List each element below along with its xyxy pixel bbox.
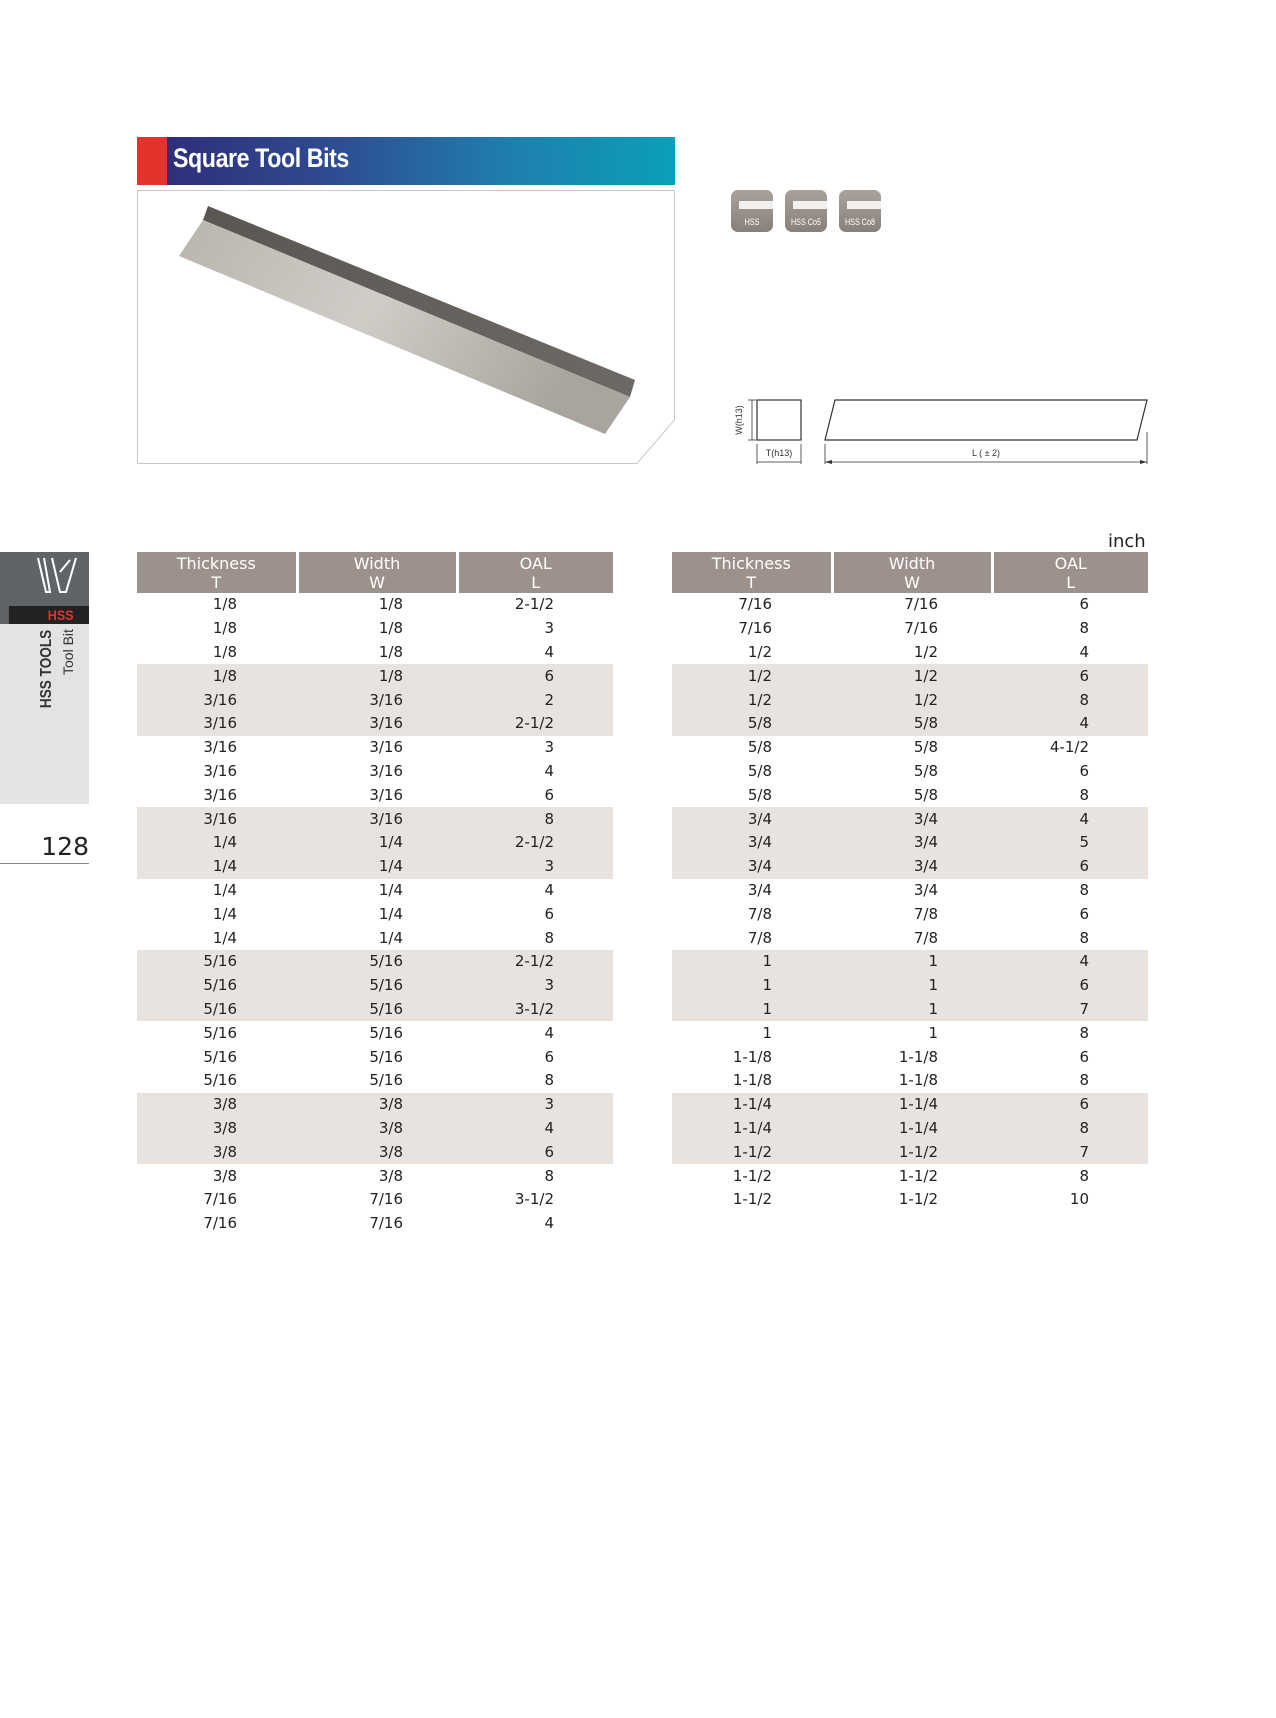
cell-oal: 3-1/2	[514, 1190, 554, 1209]
header-oal: OAL L	[457, 552, 613, 593]
table-row	[672, 1164, 1148, 1188]
cell-width: 1-1/8	[898, 1047, 938, 1066]
cell-thickness: 1	[672, 998, 832, 1022]
cell-width: 3/8	[297, 1093, 457, 1117]
cell-oal: 8	[1079, 1166, 1089, 1185]
badge-hss-co8	[839, 190, 881, 232]
cell-width: 3/8	[378, 1166, 403, 1185]
cell-width: 5/16	[369, 1023, 403, 1042]
cell-oal: 4	[457, 1117, 613, 1141]
cell-width: 7/8	[913, 928, 938, 947]
cell-thickness: 7/16	[738, 619, 772, 638]
cell-width: 3/8	[297, 1117, 457, 1141]
table-row	[672, 664, 1148, 688]
table-row	[137, 998, 613, 1022]
cell-thickness: 3/8	[212, 1166, 237, 1185]
cell-oal: 7	[992, 998, 1148, 1022]
table-row	[137, 783, 613, 807]
cell-oal: 4	[544, 642, 554, 661]
cell-oal: 3	[544, 738, 554, 757]
table-row	[137, 807, 613, 831]
table-row	[137, 926, 613, 950]
cell-width: 5/8	[913, 785, 938, 804]
table-row	[672, 1117, 1148, 1141]
table-row	[672, 593, 1148, 617]
cell-thickness: 3/4	[672, 831, 832, 855]
badge-hss	[731, 190, 773, 232]
cell-width: 5/16	[369, 1047, 403, 1066]
table-row	[672, 617, 1148, 641]
cell-width: 5/8	[832, 712, 992, 736]
cell-thickness: 1/2	[672, 688, 832, 712]
cell-thickness: 1/4	[212, 928, 237, 947]
cell-oal: 3	[457, 855, 613, 879]
table-row	[137, 736, 613, 760]
cell-thickness: 1-1/4	[672, 1093, 832, 1117]
cell-width: 1-1/4	[832, 1117, 992, 1141]
cell-oal: 4	[544, 1023, 554, 1042]
cell-thickness: 5/8	[747, 738, 772, 757]
cell-thickness: 1/8	[212, 595, 237, 614]
cell-width: 1/4	[378, 904, 403, 923]
table-row	[137, 617, 613, 641]
cell-oal: 5	[992, 831, 1148, 855]
cell-oal: 6	[544, 785, 554, 804]
cell-oal: 8	[992, 1117, 1148, 1141]
cell-width: 3/4	[832, 807, 992, 831]
cell-thickness: 1/8	[137, 664, 297, 688]
cell-oal: 6	[992, 1093, 1148, 1117]
cell-thickness: 3/16	[203, 785, 237, 804]
cell-thickness: 1	[672, 950, 832, 974]
cell-thickness: 5/8	[747, 785, 772, 804]
cell-width: 1-1/2	[832, 1140, 992, 1164]
cell-thickness: 1/2	[672, 664, 832, 688]
cell-thickness: 5/8	[747, 761, 772, 780]
cell-thickness: 3/16	[137, 712, 297, 736]
cell-width: 3/16	[297, 712, 457, 736]
table-row	[137, 1212, 613, 1236]
badge-label: HSS Co8	[844, 217, 876, 227]
cell-oal: 7	[992, 1140, 1148, 1164]
cell-width: 1/4	[297, 831, 457, 855]
side-tab-labels	[38, 623, 76, 715]
cell-thickness: 5/16	[203, 1071, 237, 1090]
dimension-schematic	[720, 392, 1160, 476]
table-row	[137, 1188, 613, 1212]
cell-oal: 6	[457, 664, 613, 688]
cell-thickness: 1-1/4	[672, 1117, 832, 1141]
cell-thickness: 3/16	[137, 807, 297, 831]
side-tab-section: HSS TOOLS	[38, 629, 55, 709]
cell-oal: 4	[544, 880, 554, 899]
cell-oal: 8	[1079, 785, 1089, 804]
cell-width: 1/4	[378, 928, 403, 947]
table-row	[672, 855, 1148, 879]
cell-thickness: 7/16	[738, 595, 772, 614]
cell-width: 1-1/2	[898, 1190, 938, 1209]
table-row	[672, 641, 1148, 665]
side-view-bar	[825, 400, 1147, 440]
table-row	[137, 902, 613, 926]
cell-oal: 4	[992, 712, 1148, 736]
table-row	[672, 1045, 1148, 1069]
cell-width: 7/16	[904, 595, 938, 614]
cell-oal: 6	[992, 974, 1148, 998]
cell-oal: 8	[544, 928, 554, 947]
side-tab-subsection: Tool Bit	[60, 629, 76, 675]
cell-thickness: 1/4	[212, 904, 237, 923]
cell-thickness: 3/4	[672, 855, 832, 879]
page-title: Square Tool Bits	[173, 143, 349, 173]
table-row	[672, 974, 1148, 998]
cell-thickness: 3/16	[203, 761, 237, 780]
header-oal: OAL L	[992, 552, 1148, 593]
table-row	[137, 831, 613, 855]
cell-width: 7/16	[369, 1214, 403, 1233]
table-row	[137, 950, 613, 974]
table-row	[137, 760, 613, 784]
cell-width: 1	[832, 974, 992, 998]
cross-section-square	[757, 400, 801, 440]
cell-width: 3/16	[297, 807, 457, 831]
cell-thickness: 1-1/2	[672, 1140, 832, 1164]
spec-table-left	[137, 552, 613, 1236]
cell-oal: 8	[1079, 928, 1089, 947]
cell-width: 3/16	[369, 785, 403, 804]
cell-oal: 3-1/2	[457, 998, 613, 1022]
cell-width: 3/16	[369, 738, 403, 757]
header-width: Width W	[832, 552, 992, 593]
cell-oal: 4	[992, 950, 1148, 974]
table-row	[672, 879, 1148, 903]
cell-oal: 6	[1079, 904, 1089, 923]
cell-thickness: 7/16	[203, 1190, 237, 1209]
cell-oal: 3	[544, 619, 554, 638]
cell-oal: 4	[544, 761, 554, 780]
cell-thickness: 1-1/2	[732, 1166, 772, 1185]
badge-stripe	[739, 201, 773, 209]
table-row	[137, 974, 613, 998]
cell-width: 1/2	[832, 664, 992, 688]
table-row	[137, 1093, 613, 1117]
product-photo	[137, 190, 675, 464]
cell-width: 7/8	[913, 904, 938, 923]
cell-width: 1/4	[378, 880, 403, 899]
table-row	[672, 1140, 1148, 1164]
table-row	[137, 1021, 613, 1045]
table-row	[672, 760, 1148, 784]
cell-width: 1/8	[378, 595, 403, 614]
cell-oal: 4-1/2	[1049, 738, 1089, 757]
banner-red-block	[137, 137, 167, 185]
cell-thickness: 1/8	[212, 642, 237, 661]
unit-label: inch	[1108, 531, 1146, 552]
cell-width: 1/4	[297, 855, 457, 879]
cell-oal: 8	[1079, 619, 1089, 638]
cell-width: 7/16	[904, 619, 938, 638]
cell-width: 3/8	[297, 1140, 457, 1164]
table-row	[672, 688, 1148, 712]
cell-thickness: 5/8	[672, 712, 832, 736]
cell-width: 1/8	[378, 642, 403, 661]
cell-oal: 2-1/2	[457, 950, 613, 974]
cell-width: 1/8	[378, 619, 403, 638]
cell-width: 1-1/8	[898, 1071, 938, 1090]
cell-thickness: 1/8	[212, 619, 237, 638]
t-dimension-label: T(h13)	[765, 448, 793, 458]
cell-thickness: 5/16	[203, 1023, 237, 1042]
w-dimension-label: W(h13)	[734, 405, 744, 435]
table-row	[672, 736, 1148, 760]
page-number: 128	[0, 832, 89, 864]
cell-oal: 6	[992, 664, 1148, 688]
table-row	[137, 664, 613, 688]
cell-width: 5/16	[297, 998, 457, 1022]
cell-width: 7/16	[369, 1190, 403, 1209]
table-row	[672, 783, 1148, 807]
cell-oal: 6	[992, 855, 1148, 879]
table-header-row	[137, 552, 613, 593]
badge-label: HSS	[744, 217, 760, 227]
table-row	[137, 1140, 613, 1164]
cell-oal: 2	[457, 688, 613, 712]
cell-thickness: 1-1/8	[732, 1047, 772, 1066]
cell-width: 3/4	[913, 880, 938, 899]
badge-label: HSS Co5	[790, 217, 822, 227]
cell-oal: 6	[544, 904, 554, 923]
table-row	[137, 1164, 613, 1188]
badge-stripe	[847, 201, 881, 209]
table-row	[672, 712, 1148, 736]
cell-thickness: 1	[672, 974, 832, 998]
cell-oal: 3	[457, 1093, 613, 1117]
cell-thickness: 1/4	[212, 880, 237, 899]
table-row	[137, 1117, 613, 1141]
cell-oal: 4	[992, 807, 1148, 831]
cell-oal: 6	[1079, 1047, 1089, 1066]
header-width: Width W	[297, 552, 457, 593]
cell-oal: 6	[544, 1047, 554, 1066]
spec-table-right	[672, 552, 1148, 1212]
cell-thickness: 7/8	[747, 928, 772, 947]
cell-oal: 8	[544, 1071, 554, 1090]
table-row	[137, 855, 613, 879]
cell-thickness: 1/4	[137, 831, 297, 855]
table-row	[672, 831, 1148, 855]
cell-width: 1	[928, 1023, 938, 1042]
cell-thickness: 1/4	[137, 855, 297, 879]
table-row	[672, 926, 1148, 950]
table-row	[672, 1093, 1148, 1117]
table-header-row	[672, 552, 1148, 593]
cell-width: 5/8	[913, 761, 938, 780]
header-thickness: Thickness T	[137, 552, 297, 593]
cell-thickness: 1-1/8	[732, 1071, 772, 1090]
cell-thickness: 3/16	[137, 688, 297, 712]
cell-width: 1	[832, 998, 992, 1022]
badge-hss-co5	[785, 190, 827, 232]
cell-width: 1-1/4	[832, 1093, 992, 1117]
cell-oal: 8	[544, 1166, 554, 1185]
badge-stripe	[793, 201, 827, 209]
cell-thickness: 5/16	[137, 998, 297, 1022]
cell-oal: 6	[1079, 761, 1089, 780]
table-row	[137, 879, 613, 903]
side-tab-logo	[0, 552, 89, 624]
cell-width: 3/16	[297, 688, 457, 712]
cell-oal: 6	[457, 1140, 613, 1164]
cell-width: 1/2	[832, 688, 992, 712]
cell-oal: 8	[992, 688, 1148, 712]
cell-width: 1	[832, 950, 992, 974]
table-row	[672, 902, 1148, 926]
cell-oal: 3	[457, 974, 613, 998]
cell-thickness: 7/8	[747, 904, 772, 923]
table-row	[137, 641, 613, 665]
cell-width: 1-1/2	[898, 1166, 938, 1185]
cell-thickness: 1-1/2	[732, 1190, 772, 1209]
cell-width: 3/16	[369, 761, 403, 780]
cell-thickness: 3/16	[203, 738, 237, 757]
cell-oal: 2-1/2	[514, 595, 554, 614]
cell-thickness: 7/16	[203, 1214, 237, 1233]
title-banner	[137, 137, 675, 185]
table-row	[672, 1188, 1148, 1212]
cell-thickness: 3/4	[672, 807, 832, 831]
table-row	[672, 807, 1148, 831]
table-row	[137, 593, 613, 617]
table-row	[137, 1069, 613, 1093]
cell-oal: 8	[1079, 880, 1089, 899]
cell-oal: 2-1/2	[457, 712, 613, 736]
cell-thickness: 3/8	[137, 1093, 297, 1117]
cell-thickness: 3/8	[137, 1117, 297, 1141]
table-row	[672, 950, 1148, 974]
cell-thickness: 3/8	[137, 1140, 297, 1164]
cell-width: 3/4	[832, 831, 992, 855]
cell-oal: 10	[1069, 1190, 1089, 1209]
cell-thickness: 5/16	[137, 950, 297, 974]
side-tab-brand: HSS	[9, 606, 89, 624]
cell-oal: 6	[1079, 595, 1089, 614]
table-row	[137, 1045, 613, 1069]
cell-oal: 8	[1079, 1071, 1089, 1090]
cell-width: 5/16	[297, 974, 457, 998]
table-row	[672, 998, 1148, 1022]
table-row	[137, 712, 613, 736]
table-row	[672, 1021, 1148, 1045]
cell-width: 3/4	[832, 855, 992, 879]
cell-thickness: 3/4	[747, 880, 772, 899]
cell-width: 5/8	[913, 738, 938, 757]
cell-width: 1/8	[297, 664, 457, 688]
cell-width: 5/16	[297, 950, 457, 974]
cell-oal: 4	[1079, 642, 1089, 661]
cell-oal: 8	[1079, 1023, 1089, 1042]
drill-icon	[0, 552, 89, 606]
cell-oal: 4	[544, 1214, 554, 1233]
cell-thickness: 5/16	[137, 974, 297, 998]
table-row	[672, 1069, 1148, 1093]
cell-oal: 8	[457, 807, 613, 831]
cell-thickness: 1/2	[747, 642, 772, 661]
cell-width: 5/16	[369, 1071, 403, 1090]
header-thickness: Thickness T	[672, 552, 832, 593]
cell-oal: 2-1/2	[457, 831, 613, 855]
l-dimension-label: L ( ± 2)	[971, 448, 1001, 458]
cell-thickness: 5/16	[203, 1047, 237, 1066]
cell-width: 1/2	[913, 642, 938, 661]
cell-thickness: 1	[762, 1023, 772, 1042]
table-row	[137, 688, 613, 712]
